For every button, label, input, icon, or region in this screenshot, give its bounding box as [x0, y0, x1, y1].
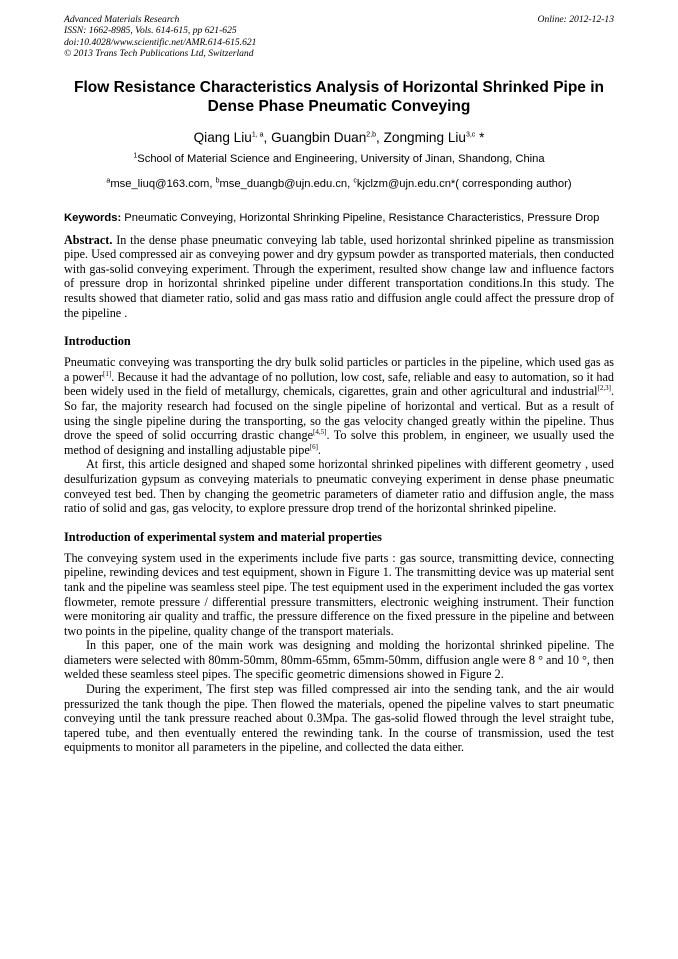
email-mark: c — [353, 176, 357, 184]
affiliation-text: School of Material Science and Engineering, University of Jinan, Shandong, China — [137, 152, 545, 165]
citation-ref[interactable]: [1] — [102, 369, 112, 378]
email-list — [64, 177, 614, 192]
intro-paragraph-2: At first, this article designed and shaped some horizontal shrinked pipelines with different geometry , used desulfurization gypsum as conveying materials to pneumatic conveying experiment in dense phase pneumatic conveyed test bed. Then by changing the geometric parameters of diameter ratio and diffusion angle, the mass ratio of solid and gas, gas velocity, to explore pressure drop trend of the horizontal shrinked pipeline. — [64, 457, 614, 516]
citation-ref[interactable]: [2,3] — [597, 384, 611, 393]
paper-title — [64, 78, 614, 116]
citation-ref[interactable]: [4,5] — [313, 428, 327, 437]
journal-header — [64, 14, 614, 60]
intro-paragraph-1 — [64, 355, 614, 457]
author-name: Qiang Liu — [193, 129, 252, 145]
copyright-line: © 2013 Trans Tech Publications Ltd, Switzerland — [64, 48, 254, 60]
keywords — [64, 211, 614, 226]
affiliation — [64, 152, 614, 167]
author-name: Zongming Liu — [383, 129, 466, 145]
author-separator: , — [376, 129, 384, 145]
experimental-paragraph-1: The conveying system used in the experiments include five parts : gas source, transmitting device, connecting pipeline, rewinding devices and test equipment, shown in Figure 1. The transmitting device was up material sent tank and the pipeline was seamless steel pipe. The test equipment used in the experiment included the gas vortex flowmeter, remote pressure / differential pressure transmitters, electronic weighing instrument. Their function were monitoring air quality and traffic, the pressure difference on the fixed pressure in the pipeline and between two points in the pipeline, quality change of the transport materials. — [64, 550, 614, 638]
author-separator: , — [263, 129, 272, 145]
paragraph-text: . So far, the majority research had focused on the single pipeline of horizontal and vertical. But as a result of using the single pipeline during the transporting, so the gas velocity changed greatly within the pipeline. Thus drove the speed of solid occurring drastic change — [64, 384, 614, 443]
email-address[interactable]: kjclzm@ujn.edu.cn*( corresponding author) — [356, 177, 572, 190]
section-heading-introduction: Introduction — [64, 334, 131, 349]
paragraph-text: . To solve this problem, in engineer, we usually used the method of designing and installing adjustable pipe — [64, 428, 615, 457]
keywords-label: Keywords: — [64, 211, 122, 224]
abstract — [64, 233, 614, 321]
abstract-text: In the dense phase pneumatic conveying lab table, used horizontal shrinked pipeline as transmission pipe. Used compressed air as conveying power and dry gypsum powder as transported materials, then conducted with gas-solid conveying experiment. Through the experiment, resulted show change law and influence factors of pressure drop in horizontal shrinked pipeline under different transportation conditions.In this study. The results showed that diameter ratio, solid and gas mass ratio and diffusion angle could affect the pressure drop of the pipeline . — [64, 232, 614, 320]
author-affil-mark: 1, a — [251, 131, 264, 139]
paper-page — [64, 14, 614, 755]
paragraph-text: . — [317, 442, 321, 457]
email-mark: b — [215, 176, 220, 184]
author-name: Guangbin Duan — [271, 129, 367, 145]
email-address[interactable]: mse_liuq@163.com, — [110, 177, 216, 190]
experimental-paragraph-2: In this paper, one of the main work was designing and molding the horizontal shrinked pipeline. The diameters were selected with 80mm-50mm, 80mm-65mm, 65mm-50mm, diffusion angle were 8 ° and 10 °, then welded these seamless steel pipes. The specific geometric dimensions showed in Figure 2. — [64, 638, 614, 682]
author-affil-mark: 3,c — [465, 131, 476, 139]
issn-line: ISSN: 1662-8985, Vols. 614-615, pp 621-625 — [64, 25, 237, 37]
author-separator: * — [475, 129, 485, 145]
paragraph-text: Pneumatic conveying was transporting the dry bulk solid particles or particles in the pipeline, which used gas as a power — [64, 355, 614, 384]
keywords-text: Pneumatic Conveying, Horizontal Shrinking Pipeline, Resistance Characteristics, Pressure Drop — [121, 211, 600, 224]
author-list — [64, 129, 614, 147]
author-affil-mark: 2,b — [366, 131, 377, 139]
citation-ref[interactable]: [6] — [309, 442, 318, 451]
email-mark: a — [106, 176, 111, 184]
paragraph-text: . Because it had the advantage of no pollution, low cost, safe, reliable and easy to automation, so it had been widely used in the field of metallurgy, chemicals, cigarettes, grain and other agricultural and industrial — [64, 369, 614, 399]
affiliation-mark: 1 — [133, 151, 138, 159]
title-line-2: Dense Phase Pneumatic Conveying — [207, 97, 471, 115]
experimental-paragraph-3: During the experiment, The first step was filled compressed air into the sending tank, and the air would pressurized the tank though the pipe. Then flowed the materials, opened the pipeline valves to start pneumatic conveying until the tank pressure reached about 0.3Mpa. The gas-solid flowed through the level straight tube, tapered tube, and then eventually entered the rewinding tank. In the course of transmission, used the test equipments to monitor all parameters in the pipeline, and collected the data either. — [64, 682, 614, 755]
section-heading-experimental: Introduction of experimental system and material properties — [64, 529, 382, 544]
email-address[interactable]: mse_duangb@ujn.edu.cn, — [219, 177, 354, 190]
online-date: Online: 2012-12-13 — [537, 14, 614, 25]
abstract-label: Abstract. — [64, 232, 113, 247]
title-line-1: Flow Resistance Characteristics Analysis of Horizontal Shrinked Pipe in — [73, 78, 605, 96]
journal-name: Advanced Materials Research — [64, 14, 180, 25]
doi-line[interactable]: doi:10.4028/www.scientific.net/AMR.614-615.621 — [64, 36, 257, 48]
